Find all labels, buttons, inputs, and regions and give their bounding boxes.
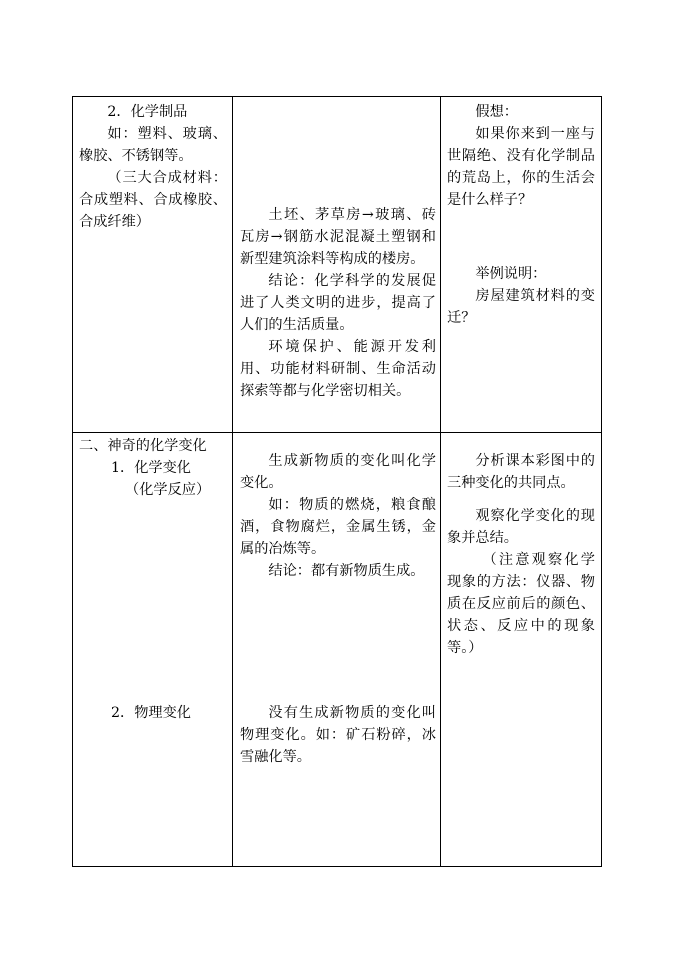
- chemical-change-examples: 如：物质的燃烧，粮食酿酒，食物腐烂，金属生锈，金属的冶炼等。: [240, 497, 436, 557]
- row2-col3-cell: [447, 450, 595, 659]
- related-fields-text: 环境保护、能源开发利用、功能材料研制、生命活动探索等都与化学密切相关。: [240, 339, 436, 399]
- synthetic-materials-note: （三大合成材料：合成塑料、合成橡胶、合成纤维）: [79, 170, 227, 230]
- physical-change-heading: 2．物理变化: [111, 705, 191, 721]
- observation-method-note: （注意观察化学现象的方法：仪器、物质在反应前后的颜色、状态、反应中的现象等。）: [447, 552, 595, 656]
- row1-col3-example-cell: [447, 263, 595, 329]
- row1-col2-cell: [240, 204, 436, 402]
- column-divider-1: [232, 97, 233, 866]
- chemical-change-heading: 1．化学变化: [111, 460, 191, 476]
- physical-change-definition: 没有生成新物质的变化叫物理变化。如：矿石粉碎，冰雪融化等。: [240, 705, 436, 765]
- observation-task: 观察化学变化的现象并总结。: [447, 508, 595, 546]
- example-question: 房屋建筑材料的变迁？: [447, 288, 595, 326]
- housing-evolution-text: 土坯、茅草房→玻璃、砖瓦房→钢筋水泥混凝土塑钢和新型建筑涂料等构成的楼房。: [240, 207, 436, 267]
- column-divider-2: [440, 97, 441, 866]
- row2-col1-physical-cell: [111, 702, 229, 724]
- row1-col3-cell: [447, 101, 595, 211]
- row1-col1-cell: [79, 101, 227, 233]
- hypothesis-title: 假想：: [475, 104, 518, 120]
- row-divider: [73, 432, 601, 433]
- row2-col2-cell: [240, 450, 436, 582]
- hypothesis-question: 如果你来到一座与世隔绝、没有化学制品的荒岛上，你的生活会是什么样子？: [447, 126, 595, 208]
- row2-col1-cell: [79, 435, 229, 501]
- lesson-table: [72, 96, 602, 867]
- row2-col2-physical-cell: [240, 702, 436, 768]
- analysis-task: 分析课本彩图中的三种变化的共同点。: [447, 453, 595, 491]
- chemical-reaction-note: （化学反应）: [125, 482, 211, 498]
- chemical-change-conclusion: 结论：都有新物质生成。: [268, 563, 425, 579]
- examples-text: 如：塑料、玻璃、橡胶、不锈钢等。: [79, 126, 227, 164]
- chemical-change-definition: 生成新物质的变化叫化学变化。: [240, 453, 436, 491]
- section-title: 二、神奇的化学变化: [79, 438, 207, 454]
- section-heading: 2．化学制品: [107, 104, 188, 120]
- conclusion-text: 结论：化学科学的发展促进了人类文明的进步，提高了人们的生活质量。: [240, 273, 436, 333]
- example-title: 举例说明：: [475, 266, 547, 282]
